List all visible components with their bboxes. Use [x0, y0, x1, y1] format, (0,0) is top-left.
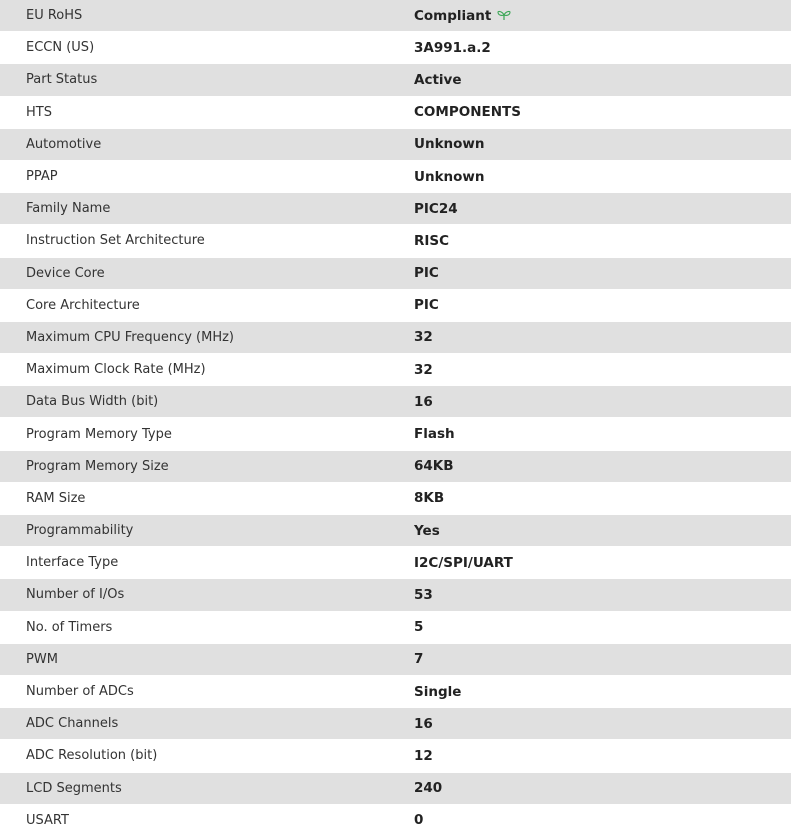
- table-row: [0, 386, 791, 418]
- spec-value: 0: [388, 804, 791, 836]
- spec-value: Single: [388, 675, 791, 707]
- spec-label: Interface Type: [0, 547, 388, 579]
- table-row: [0, 643, 791, 675]
- spec-label: Family Name: [0, 193, 388, 225]
- spec-value-cell: [388, 0, 791, 32]
- spec-label: PWM: [0, 643, 388, 675]
- spec-value: RISC: [388, 225, 791, 257]
- spec-value: 3A991.a.2: [388, 32, 791, 64]
- spec-value: 240: [388, 772, 791, 804]
- table-row: [0, 257, 791, 289]
- table-row: [0, 418, 791, 450]
- table-row: [0, 32, 791, 64]
- spec-label: ECCN (US): [0, 32, 388, 64]
- spec-value: 32: [388, 354, 791, 386]
- table-row: [0, 740, 791, 772]
- spec-label: Instruction Set Architecture: [0, 225, 388, 257]
- table-row: [0, 772, 791, 804]
- spec-label: ADC Channels: [0, 708, 388, 740]
- spec-label: EU RoHS: [26, 8, 83, 24]
- spec-label: Part Status: [0, 64, 388, 96]
- spec-label: Program Memory Size: [0, 450, 388, 482]
- table-row: [0, 128, 791, 160]
- spec-value: Flash: [388, 418, 791, 450]
- spec-value: 5: [388, 611, 791, 643]
- table-row: [0, 289, 791, 321]
- spec-value: Compliant: [414, 7, 492, 24]
- leaf-icon: [497, 10, 511, 21]
- table-row: [0, 482, 791, 514]
- spec-label: Program Memory Type: [0, 418, 388, 450]
- spec-label: HTS: [0, 96, 388, 128]
- table-row: [0, 708, 791, 740]
- spec-value: I2C/SPI/UART: [388, 547, 791, 579]
- table-row: [0, 64, 791, 96]
- spec-value: COMPONENTS: [388, 96, 791, 128]
- spec-value: 32: [388, 321, 791, 353]
- spec-value: PIC: [388, 257, 791, 289]
- spec-value: PIC24: [388, 193, 791, 225]
- spec-label: RAM Size: [0, 482, 388, 514]
- table-row: [0, 579, 791, 611]
- spec-label: Maximum CPU Frequency (MHz): [0, 321, 388, 353]
- table-row: [0, 225, 791, 257]
- spec-label: Core Architecture: [0, 289, 388, 321]
- spec-label: USART: [0, 804, 388, 836]
- table-row: [0, 96, 791, 128]
- spec-value: Unknown: [388, 160, 791, 192]
- spec-value: 53: [388, 579, 791, 611]
- spec-value: Yes: [388, 515, 791, 547]
- table-row: [0, 450, 791, 482]
- spec-value: 16: [388, 386, 791, 418]
- spec-label: Maximum Clock Rate (MHz): [0, 354, 388, 386]
- spec-value: 16: [388, 708, 791, 740]
- table-row: [0, 193, 791, 225]
- table-row: [0, 611, 791, 643]
- spec-label: Number of I/Os: [0, 579, 388, 611]
- spec-label: Automotive: [0, 128, 388, 160]
- spec-label: Data Bus Width (bit): [0, 386, 388, 418]
- spec-label: PPAP: [0, 160, 388, 192]
- spec-value: Active: [388, 64, 791, 96]
- spec-value: 7: [388, 643, 791, 675]
- table-row: [0, 0, 791, 32]
- table-row: [0, 160, 791, 192]
- spec-value: 64KB: [388, 450, 791, 482]
- spec-label: ADC Resolution (bit): [0, 740, 388, 772]
- table-row: [0, 804, 791, 836]
- spec-label: LCD Segments: [0, 772, 388, 804]
- table-row: [0, 515, 791, 547]
- spec-label: Programmability: [0, 515, 388, 547]
- spec-value: 8KB: [388, 482, 791, 514]
- spec-label: Device Core: [0, 257, 388, 289]
- spec-value: 12: [388, 740, 791, 772]
- spec-label: No. of Timers: [0, 611, 388, 643]
- spec-value: PIC: [388, 289, 791, 321]
- table-row: [0, 321, 791, 353]
- table-row: [0, 675, 791, 707]
- table-row: [0, 354, 791, 386]
- spec-value: Unknown: [388, 128, 791, 160]
- table-row: [0, 547, 791, 579]
- spec-label: Number of ADCs: [0, 675, 388, 707]
